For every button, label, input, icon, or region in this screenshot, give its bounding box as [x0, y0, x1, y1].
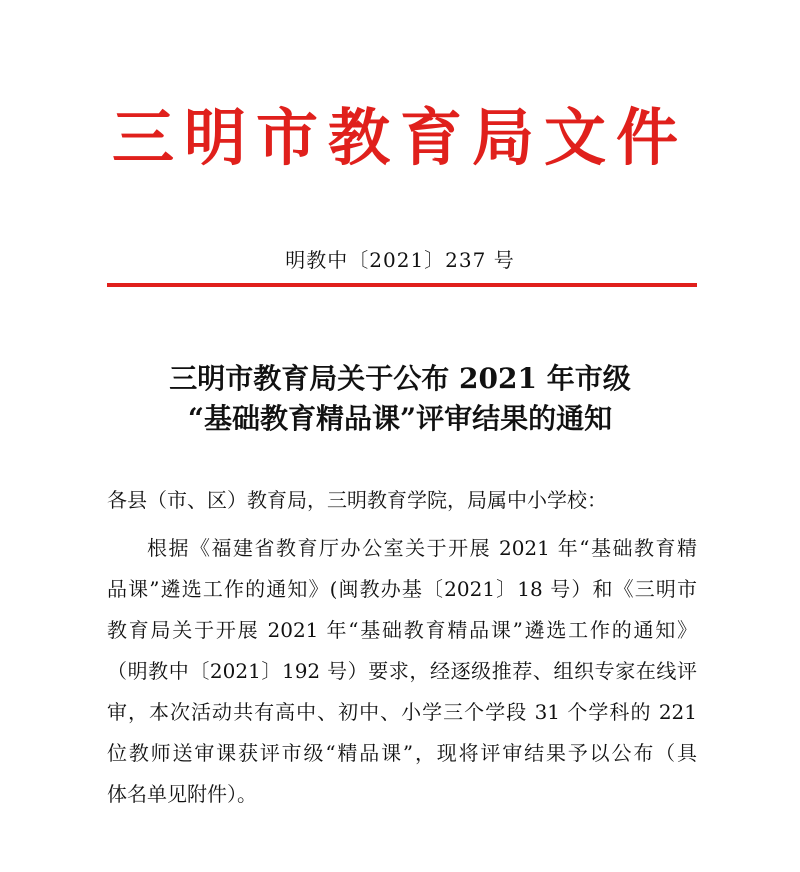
body-line-7: 体名单见附件）。: [107, 782, 257, 806]
notice-title: [0, 359, 800, 439]
notice-title-line-2: “基础教育精品课”评审结果的通知: [187, 402, 613, 435]
body-paragraph: [107, 528, 697, 815]
red-divider-line: [107, 283, 697, 287]
body-line-5: 审，本次活动共有高中、初中、小学三个学段 31 个学科的 221: [107, 700, 697, 724]
body-line-6: 位教师送审课获评市级“精品课”，现将评审结果予以公布（具: [107, 741, 697, 765]
notice-title-line-1: 三明市教育局关于公布 2021 年市级: [169, 362, 631, 395]
salutation: 各县（市、区）教育局，三明教育学院，局属中小学校：: [107, 488, 607, 512]
body-line-3: 教育局关于开展 2021 年“基础教育精品课”遴选工作的通知》: [107, 618, 697, 642]
document-number: 明教中〔2021〕237 号: [285, 248, 515, 272]
body-line-1: 根据《福建省教育厅办公室关于开展 2021 年“基础教育精: [147, 536, 697, 560]
masthead-title: 三明市教育局文件: [111, 101, 688, 174]
body-line-2: 品课”遴选工作的通知》(闽教办基〔2021〕18 号）和《三明市: [107, 577, 697, 601]
body-line-4: （明教中〔2021〕192 号）要求，经逐级推荐、组织专家在线评: [107, 659, 697, 683]
